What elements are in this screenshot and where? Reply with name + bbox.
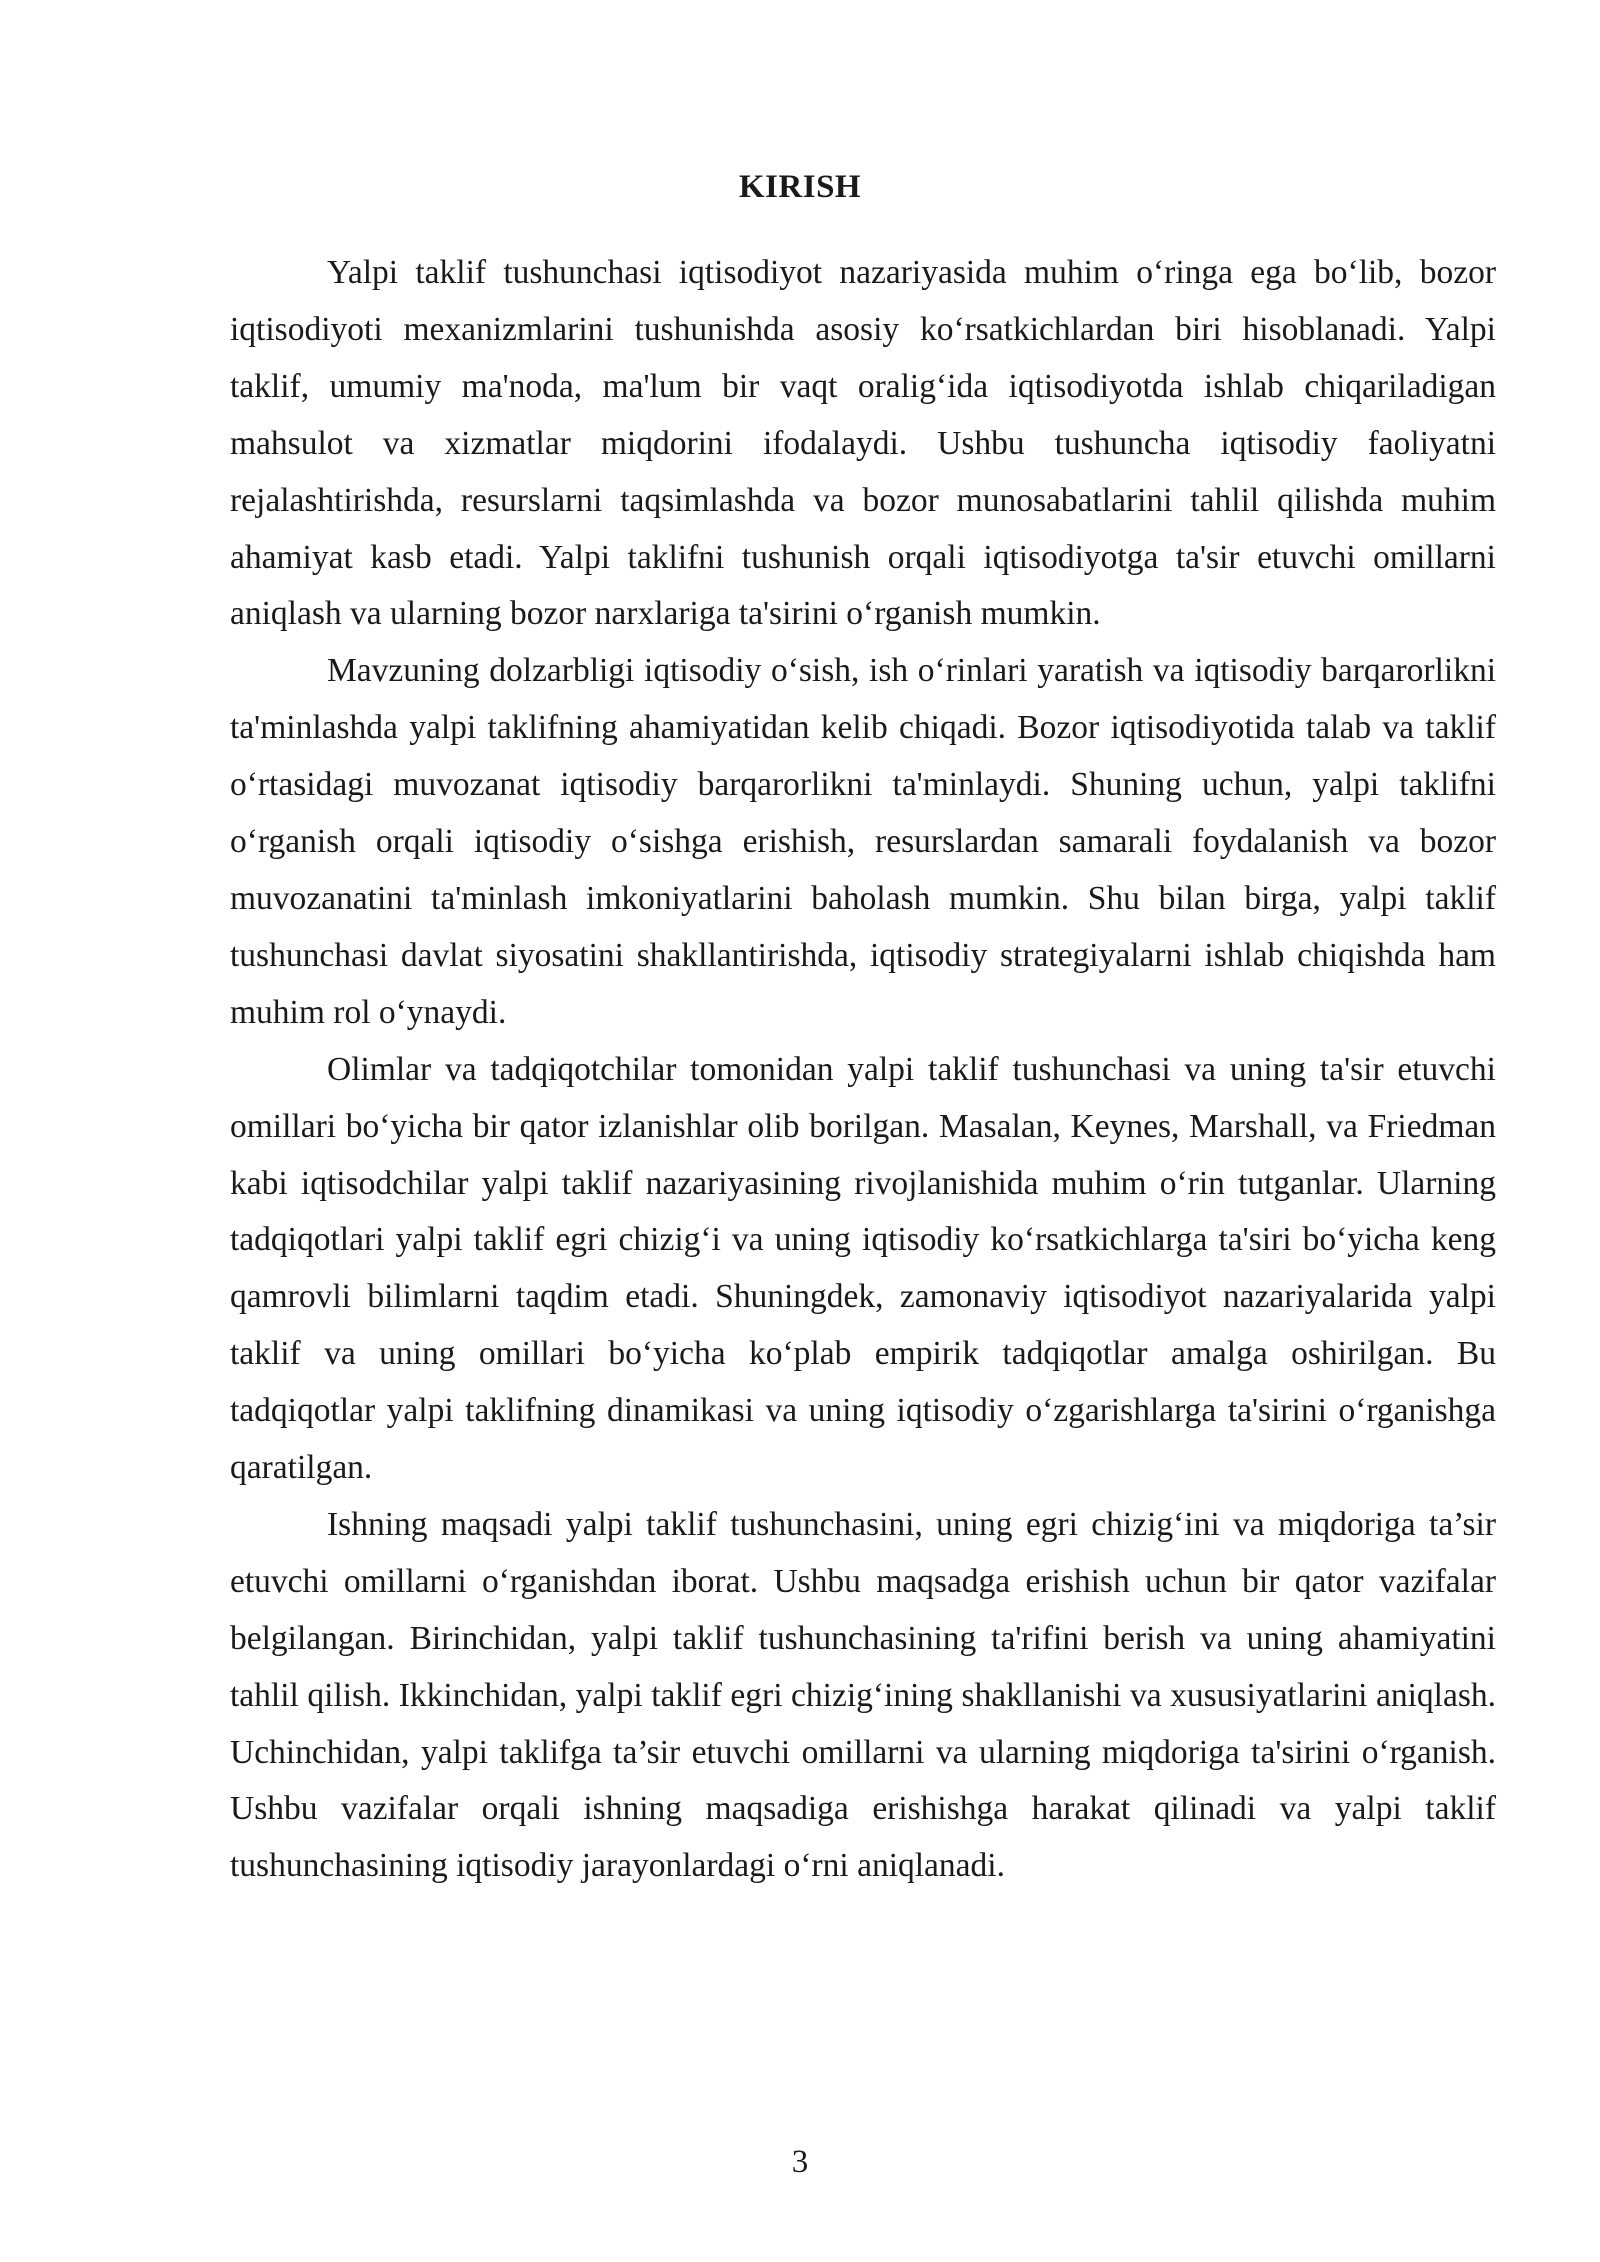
paragraph-1: Yalpi taklif tushunchasi iqtisodiyot nazariyasida muhim o‘ringa ega bo‘lib, bozor iqtisodiyoti mexanizmlarini tushunishda asosiy ko‘rsatkichlardan biri hisoblanadi. Yalpi taklif, umumiy ma'noda, ma'lum bir vaqt oralig‘ida iqtisodiyotda ishlab chiqariladigan mahsulot va xizmatlar miqdorini ifodalaydi. Ushbu tushuncha iqtisodiy faoliyatni rejalashtirishda, resurslarni taqsimlashda va bozor munosabatlarini tahlil qilishda muhim ahamiyat kasb etadi. Yalpi taklifni tushunish orqali iqtisodiyotga ta'sir etuvchi omillarni aniqlash va ularning bozor narxlariga ta'sirini o‘rganish mumkin.	[230, 254, 1496, 633]
body-text	[230, 245, 1496, 1895]
paragraph-3: Olimlar va tadqiqotchilar tomonidan yalpi taklif tushunchasi va uning ta'sir etuvchi omillari bo‘yicha bir qator izlanishlar olib borilgan. Masalan, Keynes, Marshall, va Friedman kabi iqtisodchilar yalpi taklif nazariyasining rivojlanishida muhim o‘rin tutganlar. Ularning tadqiqotlari yalpi taklif egri chizig‘i va uning iqtisodiy ko‘rsatkichlarga ta'siri bo‘yicha keng qamrovli bilimlarni taqdim etadi. Shuningdek, zamonaviy iqtisodiyot nazariyalarida yalpi taklif va uning omillari bo‘yicha ko‘plab empirik tadqiqotlar amalga oshirilgan. Bu tadqiqotlar yalpi taklifning dinamikasi va uning iqtisodiy o‘zgarishlarga ta'sirini o‘rganishga qaratilgan.	[230, 1050, 1496, 1487]
page-number: 3	[791, 2144, 809, 2180]
section-title: KIRISH	[738, 169, 862, 205]
paragraph-4: Ishning maqsadi yalpi taklif tushunchasini, uning egri chizig‘ini va miqdoriga ta’sir etuvchi omillarni o‘rganishdan iborat. Ushbu maqsadga erishish uchun bir qator vazifalar belgilangan. Birinchidan, yalpi taklif tushunchasining ta'rifini berish va uning ahamiyatini tahlil qilish. Ikkinchidan, yalpi taklif egri chizig‘ining shakllanishi va xususiyatlarini aniqlash. Uchinchidan, yalpi taklifga ta’sir etuvchi omillarni va ularning miqdoriga ta'sirini o‘rganish. Ushbu vazifalar orqali ishning maqsadiga erishishga harakat qilinadi va yalpi taklif tushunchasining iqtisodiy jarayonlardagi o‘rni aniqlanadi.	[230, 1505, 1496, 1885]
paragraph-2: Mavzuning dolzarbligi iqtisodiy o‘sish, ish o‘rinlari yaratish va iqtisodiy barqarorlikni ta'minlashda yalpi taklifning ahamiyatidan kelib chiqadi. Bozor iqtisodiyotida talab va taklif o‘rtasidagi muvozanat iqtisodiy barqarorlikni ta'minlaydi. Shuning uchun, yalpi taklifni o‘rganish orqali iqtisodiy o‘sishga erishish, resurslardan samarali foydalanish va bozor muvozanatini ta'minlash imkoniyatlarini baholash mumkin. Shu bilan birga, yalpi taklif tushunchasi davlat siyosatini shakllantirishda, iqtisodiy strategiyalarni ishlab chiqishda ham muhim rol o‘ynaydi.	[230, 652, 1496, 1031]
